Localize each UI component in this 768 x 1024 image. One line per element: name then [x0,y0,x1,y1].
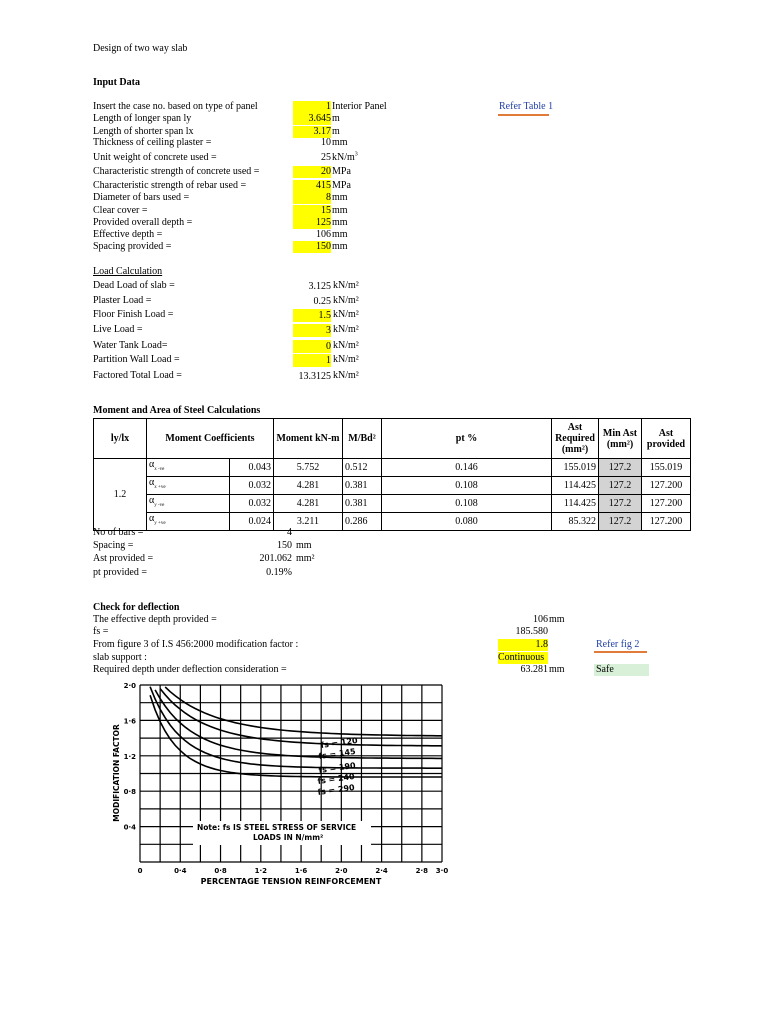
load-value-field[interactable]: 0.25 [313,296,331,307]
load-value-field[interactable]: 3.125 [308,281,331,292]
input-unit: $kN/m^3$ [332,151,358,163]
deflection-value[interactable]: 1.8 [498,639,548,651]
status-badge: Safe [594,664,649,676]
load-unit: kN/m² [333,324,359,335]
alpha-label [147,477,230,495]
coeff-value: 0.032 [230,477,274,495]
curve-label: fs = 120 [320,735,359,750]
deflection-label: The effective depth provided = [93,614,217,625]
col-coeff: Moment Coefficients [147,419,274,459]
input-label: Unit weight of concrete used = [93,152,217,163]
alpha-symbol: α [149,477,155,488]
mbd-value: 0.381 [343,477,382,495]
deflection-label: From figure 3 of I.S 456:2000 modification factor : [93,639,299,650]
input-value-field[interactable]: 15 [293,205,331,217]
input-label: Characteristic strength of rebar used = [93,180,247,191]
bar-label: Ast provided = [93,553,154,564]
curve-line [155,690,442,759]
superscript-3: 3 [354,151,358,158]
alpha-subscript: y -ve [154,503,165,508]
table-row [94,513,691,531]
bar-value: 4 [287,527,292,538]
deflection-value[interactable]: Continuous [498,652,548,664]
alpha-label [147,495,230,513]
mbd-value: 0.286 [343,513,382,531]
ast-provided-value: 127.200 [642,495,691,513]
load-unit: kN/m² [333,295,359,306]
lylx-value: 1.2 [94,459,147,531]
input-label: Thickness of ceiling plaster = [93,137,212,148]
x-tick-label: 0·4 [174,867,187,875]
moment-value: 4.281 [274,477,343,495]
deflection-unit: mm [549,664,565,675]
x-tick-label: 2·4 [375,867,388,875]
pt-value: 0.146 [382,459,552,477]
input-label: Characteristic strength of concrete used = [93,166,260,177]
curve-label: fs = 240 [317,771,356,786]
coeff-value: 0.024 [230,513,274,531]
input-label: Length of shorter span lx [93,126,194,137]
deflection-label: slab support : [93,652,147,663]
input-value-field[interactable]: 3.645 [293,113,331,125]
bar-value: 0.19% [266,567,292,578]
table-row [94,477,691,495]
ast-required-value: 114.425 [552,495,599,513]
pt-value: 0.080 [382,513,552,531]
input-unit: mm [332,192,348,203]
ast-provided-value: 127.200 [642,513,691,531]
moment-heading: Moment and Area of Steel Calculations [93,405,261,416]
x-axis-title: PERCENTAGE TENSION REINFORCEMENT [200,877,382,886]
load-unit: kN/m² [333,354,359,365]
deflection-value: 185.580 [515,626,548,637]
input-value-field[interactable]: 10 [321,137,331,148]
moment-table [93,418,691,531]
min-ast-value: 127.2 [599,495,642,513]
input-value-field[interactable]: 150 [293,241,331,253]
input-label: Spacing provided = [93,241,172,252]
input-unit: mm [332,205,348,216]
bar-unit: mm² [296,553,315,564]
deflection-unit: mm [549,614,565,625]
alpha-symbol: α [149,459,155,470]
refer-fig-underline [594,651,647,653]
y-tick-label: 2·0 [123,683,136,690]
ast-required-value: 114.425 [552,477,599,495]
col-lylx: ly/lx [94,419,147,459]
bar-label: pt provided = [93,567,147,578]
moment-value: 4.281 [274,495,343,513]
ast-required-value: 85.322 [552,513,599,531]
bar-label: No of bars = [93,527,144,538]
alpha-subscript: y +ve [154,521,166,526]
bar-value: 201.062 [259,553,292,564]
curve-label: fs = 290 [317,782,356,797]
load-label: Partition Wall Load = [93,354,180,365]
load-value-field[interactable]: 1 [293,354,331,367]
x-tick-label: 0·8 [214,867,227,875]
load-value-field[interactable]: 3 [293,324,331,337]
load-label: Dead Load of slab = [93,280,175,291]
input-value-field[interactable]: 8 [293,192,331,204]
moment-value: 5.752 [274,459,343,477]
alpha-subscript: x -ve [154,467,165,472]
load-unit: kN/m² [333,340,359,351]
input-label: Insert the case no. based on type of panel [93,101,258,112]
coeff-value: 0.043 [230,459,274,477]
note-line-2: LOADS IN N/mm² [253,833,324,842]
load-value-field[interactable]: 13.3125 [298,371,331,382]
mbd-value: 0.381 [343,495,382,513]
load-value-field[interactable]: 0 [293,340,331,353]
min-ast-value: 127.2 [599,459,642,477]
x-tick-label: 2·0 [335,867,348,875]
ast-provided-value: 155.019 [642,459,691,477]
x-tick-label: 0 [137,867,143,875]
input-unit: Interior Panel [332,101,387,112]
modification-factor-chart [93,683,456,888]
coeff-value: 0.032 [230,495,274,513]
deflection-value: 106 [533,614,548,625]
load-label: Factored Total Load = [93,370,182,381]
alpha-symbol: α [149,495,155,506]
deflection-label: Required depth under deflection consideration = [93,664,287,675]
input-value-field[interactable]: 125 [293,217,331,229]
input-value-field[interactable]: 25 [321,152,331,163]
refer-table-underline [498,114,549,116]
input-label: Length of longer span ly [93,113,192,124]
input-value-field[interactable]: 20 [293,166,331,178]
col-ast-req: Ast Required (mm²) [552,419,599,459]
y-axis-title: MODIFICATION FACTOR [112,724,121,822]
x-tick-label: 1·2 [254,867,268,875]
alpha-label [147,459,230,477]
deflection-label: fs = [93,626,109,637]
input-unit: MPa [332,180,351,191]
table-row [94,459,691,477]
load-label: Live Load = [93,324,143,335]
refer-fig-link[interactable]: Refer fig 2 [596,639,640,650]
x-tick-label: 1·6 [294,867,308,875]
input-unit: m [332,113,340,124]
mbd-value: 0.512 [343,459,382,477]
input-value-field[interactable]: 1 [293,101,331,113]
moment-value: 3.211 [274,513,343,531]
load-unit: kN/m² [333,309,359,320]
col-moment: Moment kN-m [274,419,343,459]
col-mbd: M/Bd² [343,419,382,459]
input-value-field[interactable]: 415 [293,180,331,192]
input-unit: m [332,126,340,137]
ast-required-value: 155.019 [552,459,599,477]
y-tick-label: 1·6 [123,717,136,726]
bar-unit: mm [296,540,312,551]
load-unit: kN/m² [333,280,359,291]
note-line-1: Note: fs IS STEEL STRESS OF SERVICE [197,823,357,832]
chart-curves [150,687,442,777]
min-ast-value: 127.2 [599,513,642,531]
input-label: Diameter of bars used = [93,192,190,203]
col-ast-prov: Ast provided [642,419,691,459]
load-unit: kN/m² [333,370,359,381]
input-data-heading: Input Data [93,77,140,88]
input-value-field[interactable]: 106 [316,229,331,240]
pt-value: 0.108 [382,477,552,495]
load-calc-heading: Load Calculation [93,266,163,277]
input-unit: mm [332,217,348,228]
bar-value: 150 [277,540,292,551]
pt-value: 0.108 [382,495,552,513]
input-unit: mm [332,229,348,240]
load-label: Floor Finish Load = [93,309,174,320]
alpha-subscript: x +ve [154,485,166,490]
curve-label: fs = 145 [318,746,357,761]
load-value-field[interactable]: 1.5 [293,309,331,322]
x-tick-label: 2·8 [415,867,429,875]
input-unit: mm [332,137,348,148]
page-title: Design of two way slab [93,43,188,54]
bar-label: Spacing = [93,540,134,551]
curve-line [165,687,442,736]
alpha-label [147,513,230,531]
refer-table-link[interactable]: Refer Table 1 [499,101,554,112]
col-min-ast: Min Ast (mm²) [599,419,642,459]
input-label: Effective depth = [93,229,163,240]
table-row [94,495,691,513]
y-tick-label: 0·4 [123,823,136,832]
load-label: Water Tank Load= [93,340,168,351]
input-label: Clear cover = [93,205,148,216]
deflection-value: 63.281 [520,664,548,675]
ast-provided-value: 127.200 [642,477,691,495]
col-pt: pt % [382,419,552,459]
input-unit: mm [332,241,348,252]
min-ast-value: 127.2 [599,477,642,495]
alpha-symbol: α [149,513,155,524]
load-label: Plaster Load = [93,295,152,306]
input-unit: MPa [332,166,351,177]
input-label: Provided overall depth = [93,217,193,228]
y-tick-label: 0·8 [123,788,136,797]
x-tick-label: 3·0 [435,867,449,875]
deflection-heading: Check for deflection [93,602,180,613]
input-value-field[interactable]: 3.17 [293,126,331,138]
curve-label: fs = 190 [318,760,357,775]
y-tick-label: 1·2 [123,752,136,761]
